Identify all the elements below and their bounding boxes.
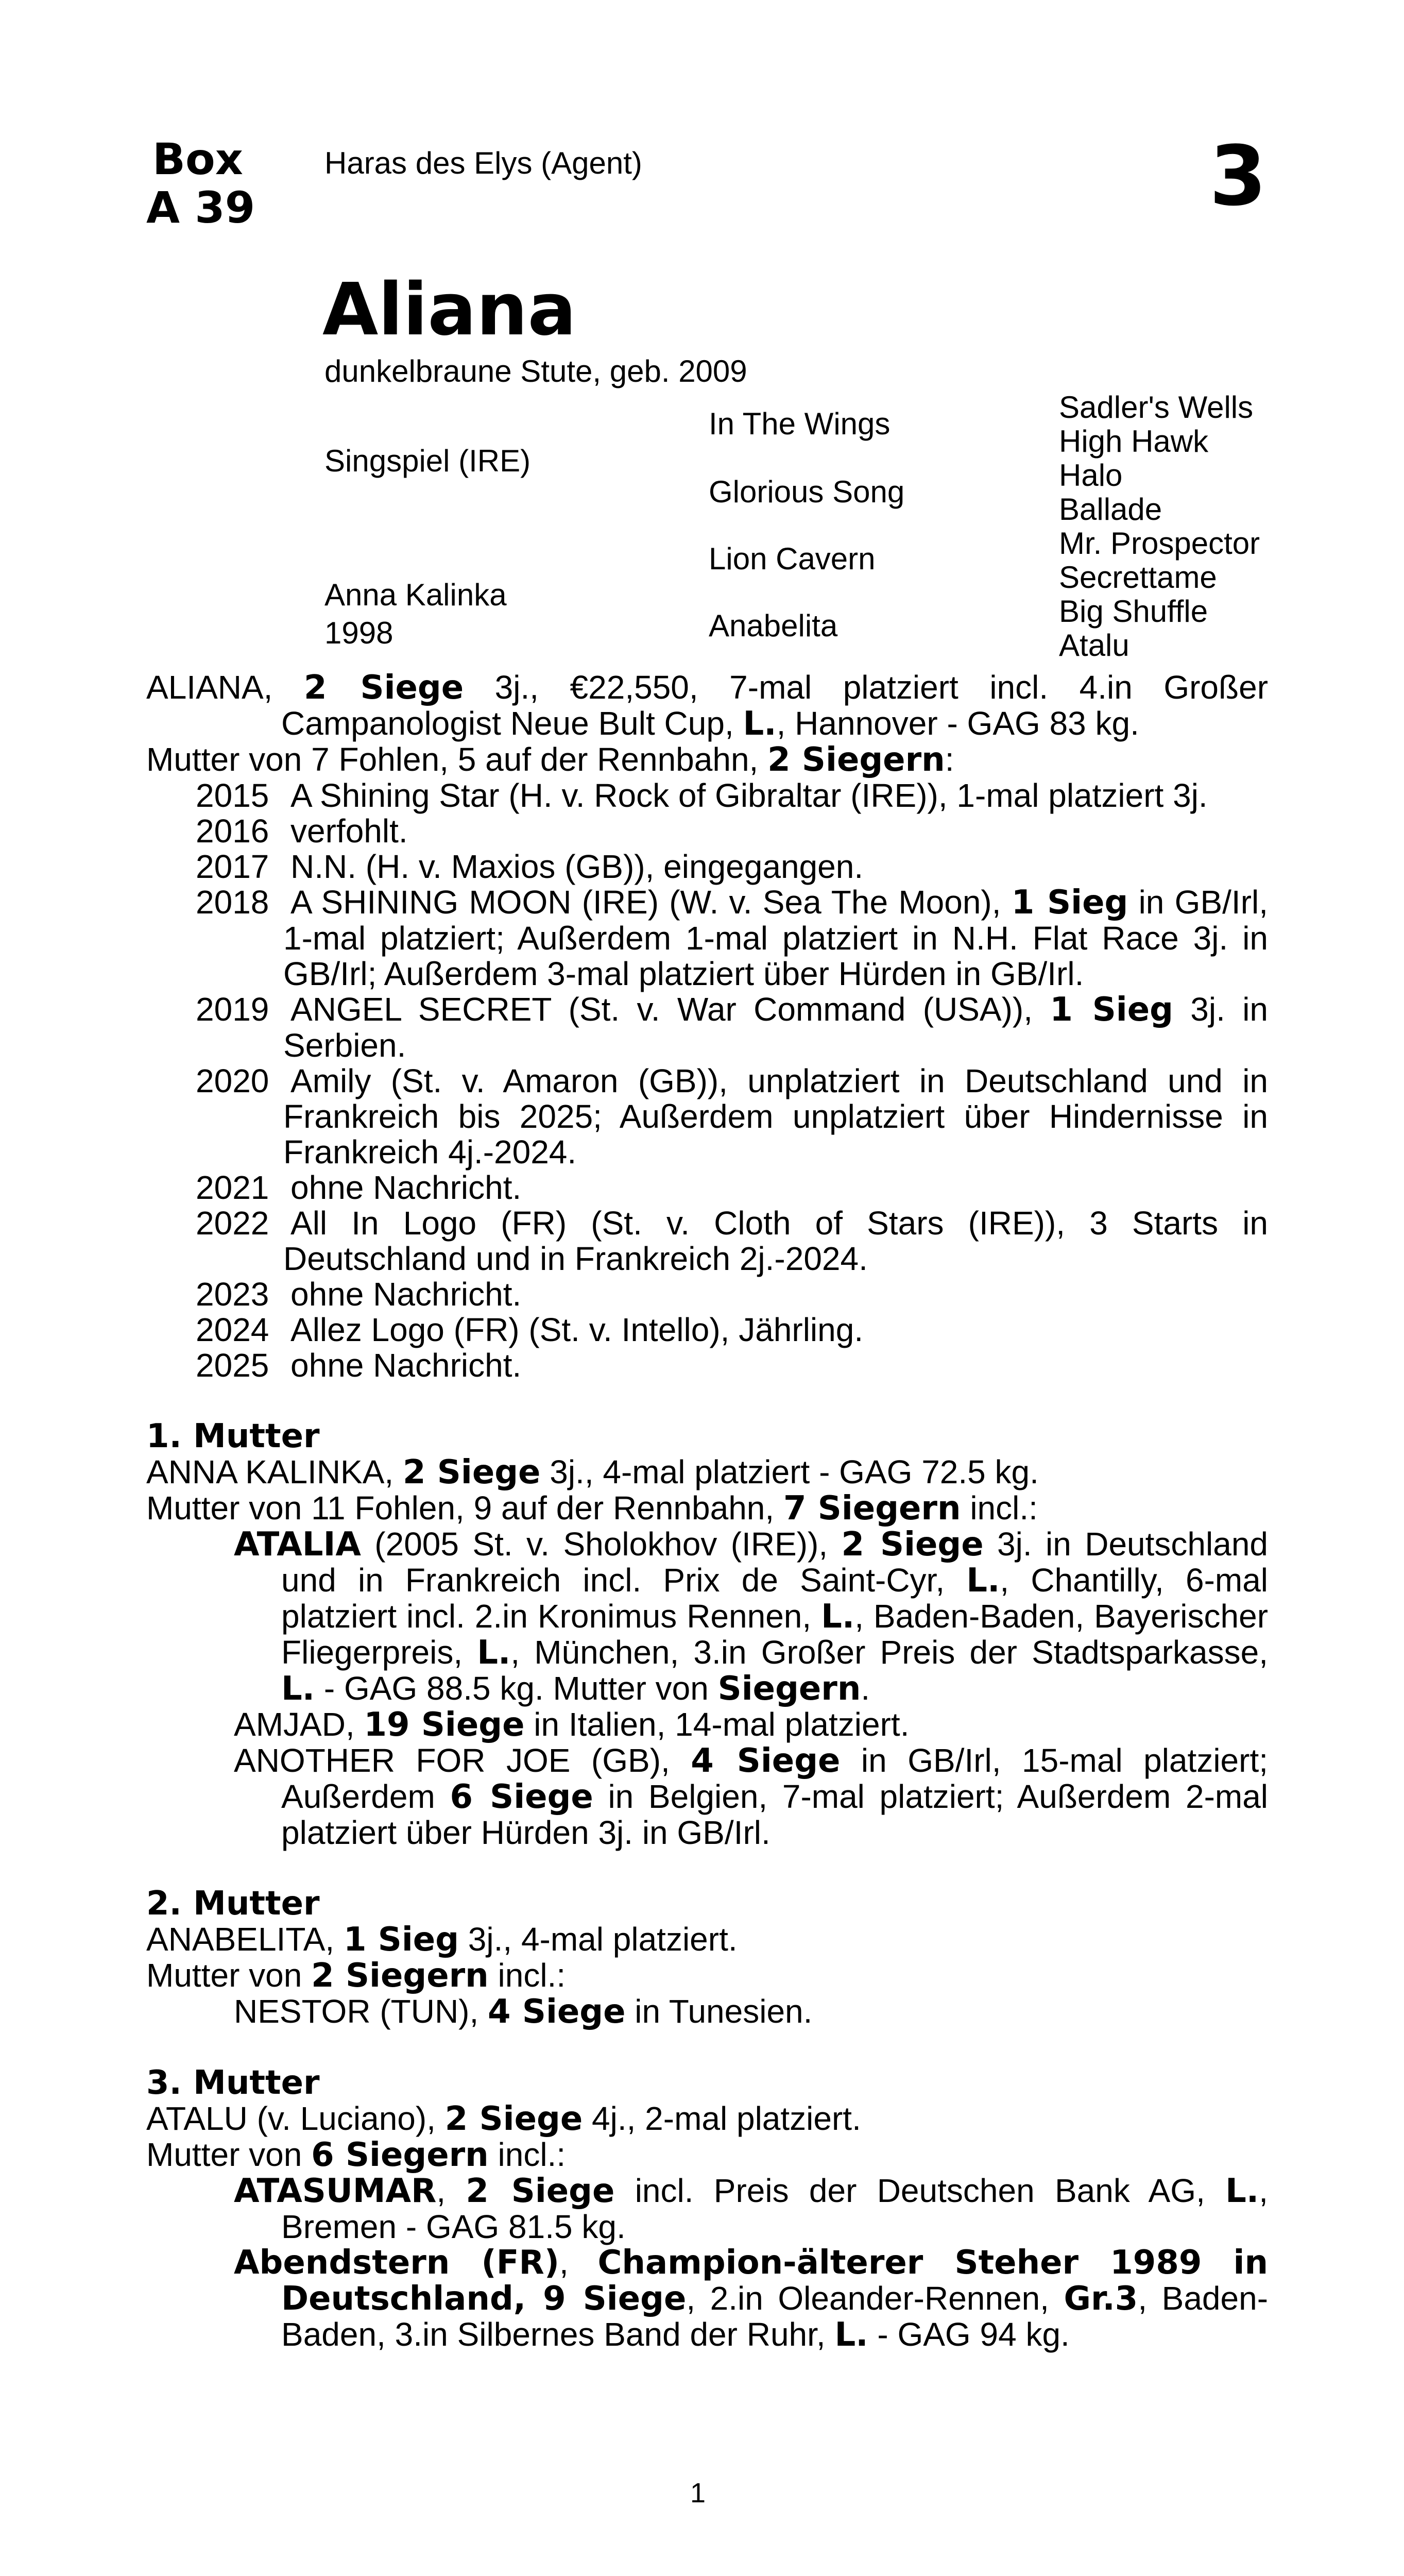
third-dam-record: ATALU (v. Luciano), 2 Siege 4j., 2-mal platziert. bbox=[146, 2100, 861, 2138]
second-dam-record: ANABELITA, 1 Sieg 3j., 4-mal platziert. bbox=[146, 1921, 738, 1959]
pedigree-gen3-ancestor: Big Shuffle bbox=[1059, 594, 1208, 629]
first-dam-heading: 1. Mutter bbox=[146, 1417, 320, 1455]
foal-entry: 2017 N.N. (H. v. Maxios (GB)), eingegangen. bbox=[196, 848, 864, 885]
pedigree-gen3-ancestor: Halo bbox=[1059, 458, 1123, 493]
first-dam-produce-summary: Mutter von 11 Fohlen, 9 auf der Rennbahn, 7 Siegern incl.: bbox=[146, 1489, 1038, 1528]
produce-entry: ATALIA (2005 St. v. Sholokhov (IRE)), 2 Siege 3j. in Deutschland und in Frankreich incl. Prix de Saint-Cyr, L., Chantilly, 6-mal platziert incl. 2.in Kronimus Rennen, L., Baden-Baden, Bayerischer Fliegerpreis, L., München, 3.in Großer Preis der Stadtsparkasse, L. - GAG 88.5 kg. Mutter von Siegern. bbox=[234, 1526, 1269, 1708]
foal-entry: 2016 verfohlt. bbox=[196, 812, 408, 850]
box-location bbox=[146, 134, 255, 233]
horse-description: dunkelbraune Stute, geb. 2009 bbox=[324, 354, 747, 388]
pedigree-sire: Singspiel (IRE) bbox=[324, 444, 531, 478]
pedigree-dam-sire: Lion Cavern bbox=[709, 541, 876, 576]
pedigree-gen3-ancestor: High Hawk bbox=[1059, 424, 1209, 459]
first-dam-record: ANNA KALINKA, 2 Siege 3j., 4-mal platziert - GAG 72.5 kg. bbox=[146, 1453, 1039, 1492]
foal-entry: 2024 Allez Logo (FR) (St. v. Intello), Jährling. bbox=[196, 1311, 864, 1348]
page-number: 1 bbox=[690, 2478, 706, 2509]
foal-entry: 2019 ANGEL SECRET (St. v. War Command (USA)), 1 Sieg 3j. in Serbien. bbox=[196, 991, 1269, 1064]
lot-number: 3 bbox=[1209, 128, 1267, 224]
second-dam-heading: 2. Mutter bbox=[146, 1885, 320, 1923]
pedigree-dam-year: 1998 bbox=[324, 616, 393, 650]
foal-entry: 2015 A Shining Star (H. v. Rock of Gibraltar (IRE)), 1-mal platziert 3j. bbox=[196, 777, 1208, 814]
pedigree-sire-sire: In The Wings bbox=[709, 406, 891, 441]
pedigree-sire-dam: Glorious Song bbox=[709, 474, 905, 509]
foal-entry: 2025 ohne Nachricht. bbox=[196, 1347, 522, 1384]
box-number: A 39 bbox=[146, 182, 255, 233]
consignor: Haras des Elys (Agent) bbox=[324, 146, 642, 180]
third-dam-heading: 3. Mutter bbox=[146, 2064, 320, 2102]
foal-entry: 2020 Amily (St. v. Amaron (GB)), unplatziert in Deutschland und in Frankreich bis 2025; Außerdem unplatziert über Hindernisse in Frankreich 4j.-2024. bbox=[196, 1062, 1268, 1171]
pedigree-gen3-ancestor: Secrettame bbox=[1059, 560, 1217, 595]
pedigree-gen3-ancestor: Sadler's Wells bbox=[1059, 390, 1254, 425]
produce-entry: ANOTHER FOR JOE (GB), 4 Siege in GB/Irl, 15-mal platziert; Außerdem 6 Siege in Belgien, 7-mal platziert; Außerdem 2-mal platziert über Hürden 3j. in GB/Irl. bbox=[234, 1742, 1269, 1851]
horse-record: ALIANA, 2 Siege 3j., €22,550, 7-mal platziert incl. 4.in Großer Campanologist Neue Bult Cup, L., Hannover - GAG 83 kg. bbox=[146, 669, 1269, 743]
produce-entry: Abendstern (FR), Champion-älterer Steher 1989 in Deutschland, 9 Siege, 2.in Oleander-Rennen, Gr.3, Baden-Baden, 3.in Silbernes Band der Ruhr, L. - GAG 94 kg. bbox=[234, 2244, 1269, 2354]
pedigree-gen3-ancestor: Mr. Prospector bbox=[1059, 526, 1260, 561]
foal-entry: 2021 ohne Nachricht. bbox=[196, 1169, 522, 1206]
dam-produce-summary: Mutter von 7 Fohlen, 5 auf der Rennbahn, 2 Siegern: bbox=[146, 741, 954, 779]
pedigree-gen3-ancestor: Atalu bbox=[1059, 628, 1129, 663]
produce-entry: NESTOR (TUN), 4 Siege in Tunesien. bbox=[234, 1993, 813, 2031]
produce-entry: ATASUMAR, 2 Siege incl. Preis der Deutschen Bank AG, L., Bremen - GAG 81.5 kg. bbox=[234, 2172, 1269, 2245]
produce-entry: AMJAD, 19 Siege in Italien, 14-mal platziert. bbox=[234, 1706, 910, 1744]
horse-name: Aliana bbox=[322, 268, 576, 352]
catalogue-body bbox=[146, 670, 1268, 2353]
pedigree-dam: Anna Kalinka bbox=[324, 578, 507, 612]
pedigree-gen3-ancestor: Ballade bbox=[1059, 492, 1162, 527]
foal-entry: 2018 A SHINING MOON (IRE) (W. v. Sea The Moon), 1 Sieg in GB/Irl, 1-mal platziert; Außerdem 1-mal platziert in N.H. Flat Race 3j. in GB/Irl; Außerdem 3-mal platziert über Hürden in GB/Irl. bbox=[196, 884, 1269, 992]
second-dam-produce-summary: Mutter von 2 Siegern incl.: bbox=[146, 1957, 566, 1995]
foal-entry: 2023 ohne Nachricht. bbox=[196, 1276, 522, 1313]
box-label: Box bbox=[152, 134, 243, 184]
pedigree-dam-dam: Anabelita bbox=[709, 608, 838, 643]
third-dam-produce-summary: Mutter von 6 Siegern incl.: bbox=[146, 2136, 566, 2174]
foal-entry: 2022 All In Logo (FR) (St. v. Cloth of Stars (IRE)), 3 Starts in Deutschland und in Frankreich 2j.-2024. bbox=[196, 1205, 1268, 1277]
